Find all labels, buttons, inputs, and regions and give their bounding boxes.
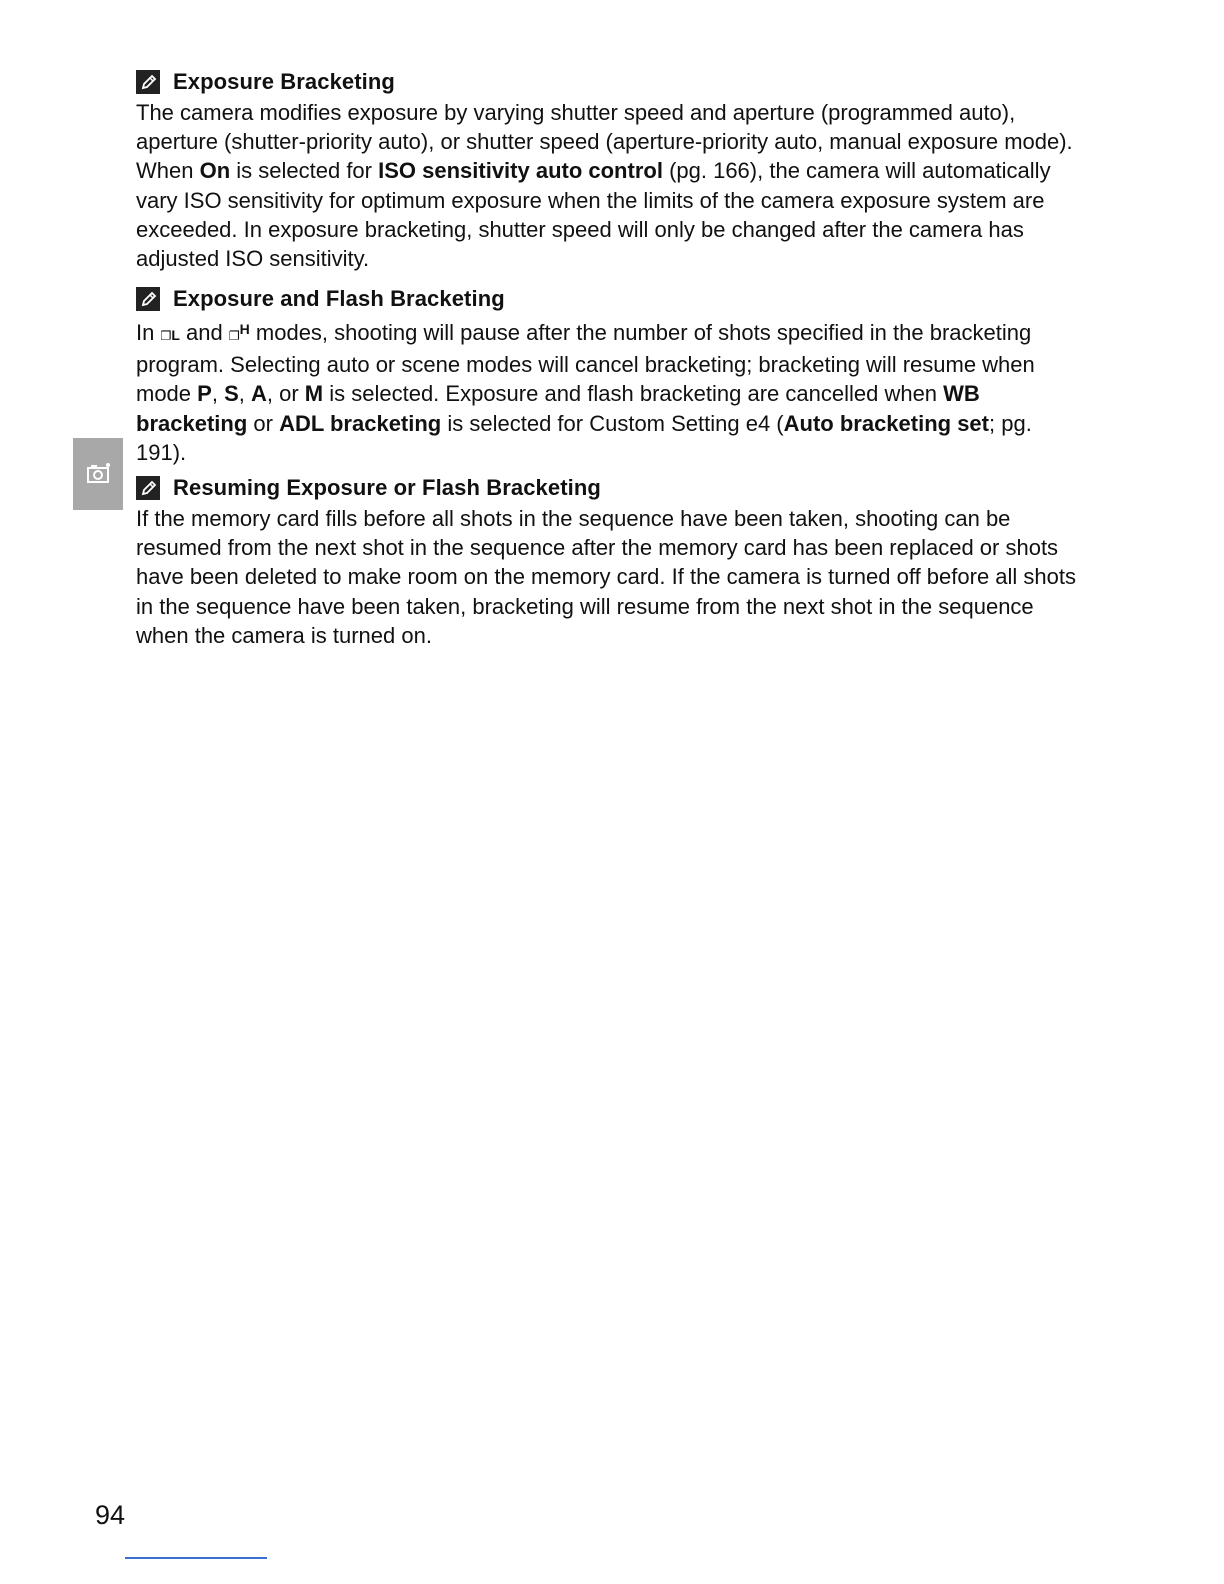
text-run: , or <box>266 381 305 407</box>
note-heading <box>136 68 1086 96</box>
note-heading <box>136 474 1086 502</box>
mode-suffix: H <box>239 321 250 337</box>
text-run: modes, shooting will pause after the number of shots specified in the bracketing program. Selecting auto or scene modes will cancel bracketing; bracketing will resume when mode <box>136 320 1035 407</box>
text-run: , <box>211 381 225 407</box>
text-run: is selected for <box>230 158 379 184</box>
text-run: The camera modifies exposure by varying shutter speed and aperture (programmed auto), aperture (shutter-priority auto), or shutter speed (aperture-priority auto, manual exposure mode). When <box>136 100 1073 184</box>
note-exposure-flash-bracketing <box>136 285 1086 467</box>
bold-term: Auto bracketing set <box>783 410 989 436</box>
note-body <box>136 504 1086 650</box>
text-run: or <box>247 410 280 436</box>
pencil-note-icon <box>136 476 160 500</box>
bold-term: P <box>197 381 212 407</box>
text-run: (pg. 166), the camera will automatically vary ISO sensitivity for optimum exposure when the limits of the camera exposure system are exceeded. In exposure bracketing, shutter speed will only be changed after the camera has adjusted ISO sensitivity. <box>136 158 1051 272</box>
mode-suffix: L <box>171 327 180 343</box>
text-run: If the memory card fills before all shots in the sequence have been taken, shooting can be resumed from the next shot in the sequence after the memory card has been replaced or shots have been deleted to make room on the memory card. If the camera is turned off before all shots in the sequence have been taken, bracketing will resume from the next shot in the sequence when the camera is turned on. <box>136 506 1076 648</box>
chapter-tab <box>73 438 123 510</box>
text-run: In <box>136 320 161 345</box>
bold-term: ISO sensitivity auto control <box>378 158 663 184</box>
note-title: Exposure and Flash Bracketing <box>173 286 505 311</box>
text-run: is selected for Custom Setting e4 ( <box>441 410 784 436</box>
note-body <box>136 98 1086 273</box>
bold-term: On <box>199 158 231 184</box>
text-run: and <box>179 320 229 345</box>
note-heading <box>136 285 1086 313</box>
bold-term: ADL bracketing <box>279 410 442 436</box>
bold-term: A <box>251 381 267 407</box>
bold-term: S <box>224 381 239 407</box>
page-number: 94 <box>95 1500 126 1530</box>
note-body <box>136 315 1086 467</box>
continuous-release-icon: ❐ <box>228 324 240 345</box>
text-run: , <box>238 381 251 407</box>
note-resuming-bracketing <box>136 474 1086 650</box>
footer-rule <box>125 1557 267 1559</box>
pencil-note-icon <box>136 287 160 311</box>
text-run: is selected. Exposure and flash bracketing are cancelled when <box>323 381 944 407</box>
note-title: Resuming Exposure or Flash Bracketing <box>173 475 601 500</box>
camera-shooting-icon <box>87 462 111 489</box>
bold-term: M <box>304 381 324 407</box>
note-exposure-bracketing <box>136 68 1086 273</box>
pencil-note-icon <box>136 70 160 94</box>
continuous-release-icon: ❐ <box>160 324 172 345</box>
text-run: ; pg. 191). <box>136 410 1032 465</box>
bold-term: WB bracketing <box>136 381 980 436</box>
note-title: Exposure Bracketing <box>173 69 395 94</box>
